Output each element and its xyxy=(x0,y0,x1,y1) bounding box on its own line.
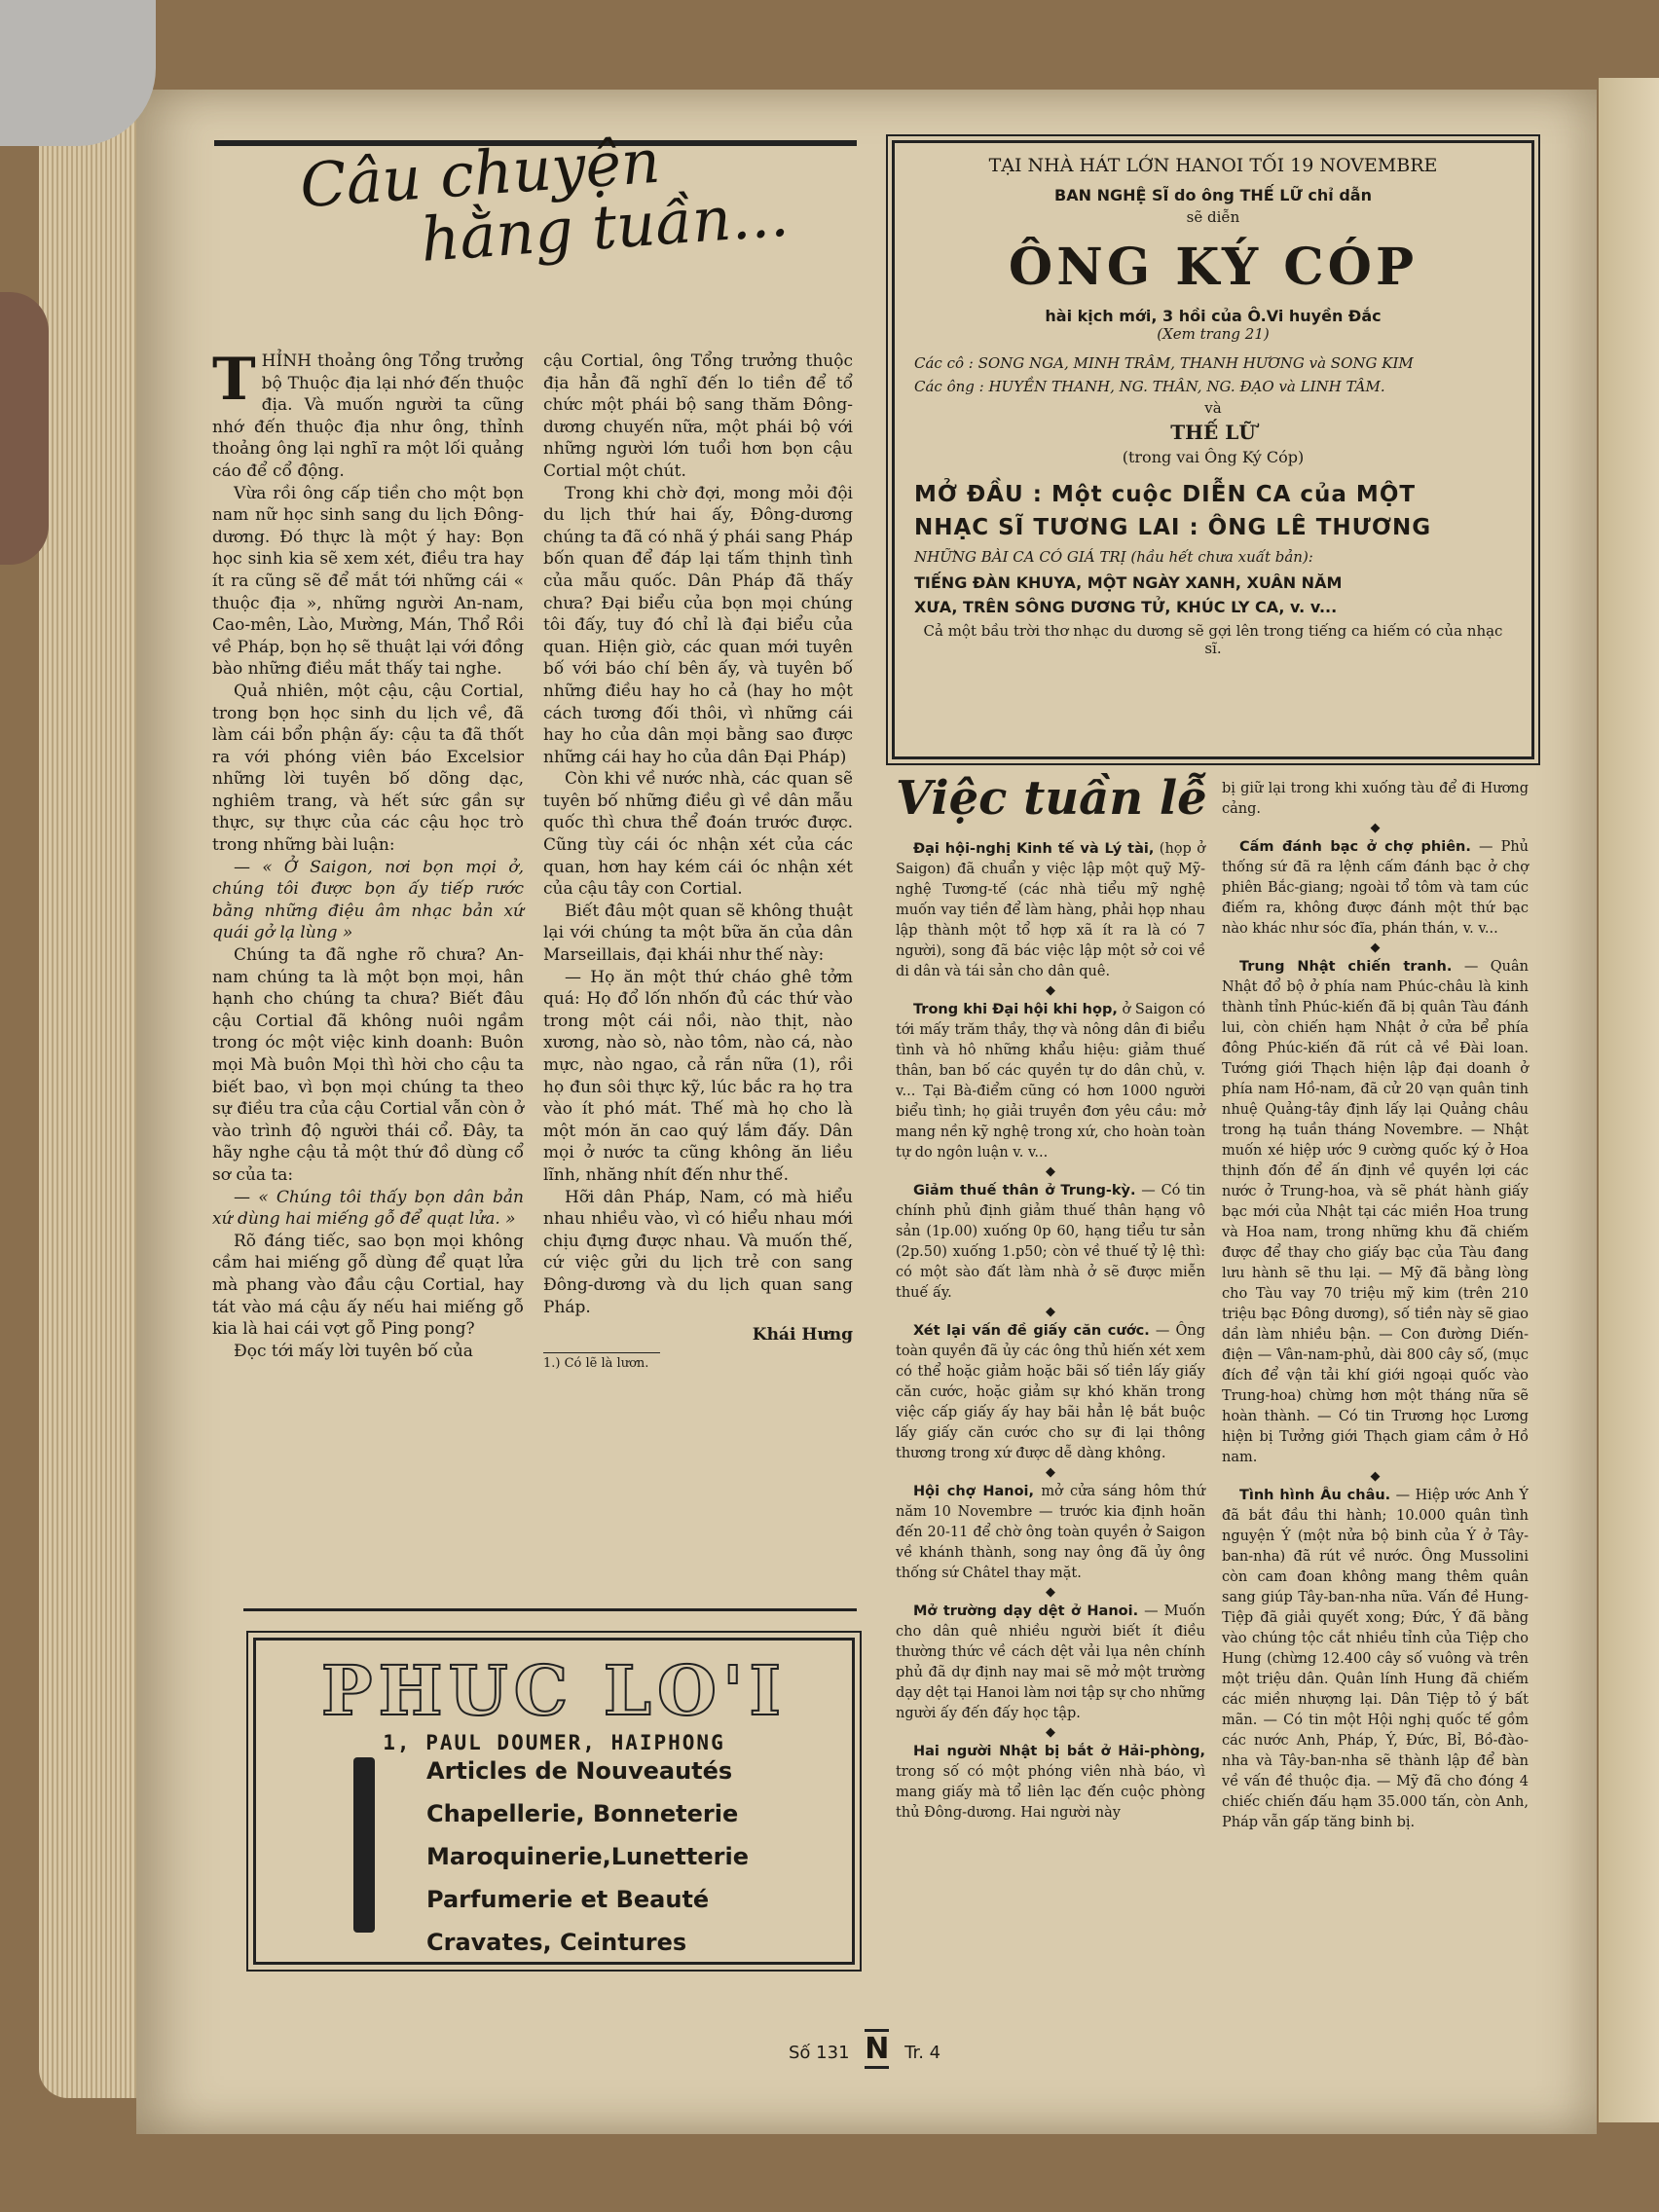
paragraph: — Họ ăn một thứ cháo ghê tởm quá: Họ đổ lốn nhốn đủ các thứ vào trong một cái nồi, nào thịt, nào xương, nào sò, nào tôm, nào cá, nào mực, nào ngao, cả rắn nữa (1), rồi họ đun sôi thực kỹ, lúc bắc ra họ tra vào ít phó mát. Thế mà họ cho là một món ăn cao quý lắm đấy. Dân mọi ở nước ta cũng không ăn liều lĩnh, nhăng nhít đến như thế. xyxy=(543,967,853,1185)
ngay-nay-logo-icon: N xyxy=(865,2029,889,2069)
star-name: THẾ LỮ xyxy=(1170,421,1256,444)
songs-list-2: XƯA, TRÊN SÔNG DƯƠNG TỬ, KHÚC LY CA, v. v... xyxy=(914,598,1338,616)
title-line-2: hằng tuần... xyxy=(418,178,792,276)
news-section-title: Việc tuần lễ xyxy=(896,771,1207,826)
play-subtitle: hài kịch mới, 3 hồi của Ô.Vi huyền Đắc xyxy=(1045,307,1382,325)
ad-item: Parfumerie et Beauté xyxy=(426,1886,710,1913)
news-heading: Hội chợ Hanoi, xyxy=(913,1484,1035,1499)
quote: — « Chúng tôi thấy bọn dân bản xứ dùng hai miếng gỗ để quạt lửa. » xyxy=(212,1187,524,1230)
opening-line-2: NHẠC SĨ TƯƠNG LAI : ÔNG LÊ THƯƠNG xyxy=(914,515,1432,540)
diamond-separator: ◆ xyxy=(1046,1725,1055,1740)
shop-name: PHUC LO'I xyxy=(320,1650,788,1731)
article-bottom-rule xyxy=(243,1608,857,1611)
magazine-page xyxy=(136,90,1597,2134)
troupe-line: BAN NGHỆ SĨ do ông THẾ LỮ chỉ dẫn xyxy=(1054,186,1372,204)
news-text: trong số có một phóng viên nhà báo, vì mang giấy mà tổ liên lạc đến cuộc phòng thủ Đông-dương. Hai người này xyxy=(896,1764,1205,1821)
quote: — « Ở Saigon, nơi bọn mọi ở, chúng tôi được bọn ấy tiếp rước bằng những điệu âm nhạc bản xứ quái gở lạ lùng » xyxy=(212,857,524,943)
paragraph: Trong khi chờ đợi, mong mỏi đội du lịch thứ hai ấy, Đông-dương chúng ta đã có nhã ý phái sang Pháp bốn quan để đáp lại tấm thịnh tình của mẫu quốc. Dân Pháp đã thấy chưa? Đại biểu của bọn mọi chúng tôi đấy, tuy đó chỉ là đại biểu của quan. Hiện giờ, các quan mới tuyên bố với báo chí bên ấy, và tuyên bố những điều hay ho cả (hay ho một cách tương đối thôi, vì những cái hay ho của dân mọi bằng sao được những cái hay ho của dân Đại Pháp) xyxy=(543,483,853,767)
songs-list-1: TIẾNG ĐÀN KHUYA, MỘT NGÀY XANH, XUÂN NĂM xyxy=(914,573,1343,592)
paragraph: Rõ đáng tiếc, sao bọn mọi không cầm hai miếng gỗ dùng để quạt lửa mà phang vào đầu cậu Cortial, hay tát vào má cậu ấy nếu hai miếng gỗ kia là hai cái vợt gỗ Ping pong? xyxy=(212,1231,524,1340)
news-text: (họp ở Saigon) đã chuẩn y việc lập một quỹ Mỹ-nghệ Tương-tế (các nhà tiểu mỹ nghệ muốn vay tiền để làm hàng, phải họp nhau lập thành một tổ hợp xã ít ra là có 7 người), song đã bác việc lập một sở coi về di dân và tái sản cho dân quê. xyxy=(896,841,1205,979)
page-footer xyxy=(789,2029,940,2069)
diamond-separator: ◆ xyxy=(1046,1585,1055,1600)
news-text: — Quân Nhật đổ bộ ở phía nam Phúc-châu là kinh thành tỉnh Phúc-kiến đã bị quân Tàu đánh lui, còn chiến hạm Nhật ở cửa bể phía đông Phúc-kiến đã rút cả về Đài loan. Tướng giới Thạch hiện lập đại doanh ở phía nam Hồ-nam, đã cử 20 vạn quân tinh nhuệ Quảng-tây định lấy lại Quảng châu trong hạ tuần tháng Novembre. — Nhật muốn xé hiệp ước 9 cường quốc ký ở Hoa thịnh đốn để ấn định về quyền lợi các nước ở Trung-hoa, và sẽ phát hành giấy bạc mới của Nhật tại các miền Hoa trung và Hoa nam, trong những khu đã chiếm được để thay cho giấy bạc của Tàu đang lưu hành sẽ thu lại. — Mỹ đã bằng lòng cho Tàu vay 70 triệu mỹ kim (trên 210 triệu bạc Đông dương), số tiền này sẽ giao dần làm nhiều bận. — Con đường Diến-điện — Vân-nam-phủ, dài 800 cây số, (mục đích để vận tải khí giới ngoại quốc vào Trung-hoa) chừng hơn một tháng nữa sẽ hoàn thành. — Có tin Trương học Lương hiện bị Tưởng giới Thạch giam cầm ở Hồ nam. xyxy=(1222,959,1530,1465)
news-column-b xyxy=(1222,779,1529,1833)
diamond-separator: ◆ xyxy=(1046,983,1055,998)
news-heading: Trung Nhật chiến tranh. xyxy=(1239,959,1453,975)
songs-intro: NHỮNG BÀI CA CÓ GIÁ TRỊ (hầu hết chưa xuất bản): xyxy=(914,548,1313,566)
paragraph: Biết đâu một quan sẽ không thuật lại với chúng ta một bữa ăn của dân Marseillais, đại khái như thế này: xyxy=(543,901,853,966)
venue-line: TẠI NHÀ HÁT LỚN HANOI TỐI 19 NOVEMBRE xyxy=(988,155,1438,176)
news-heading: Hai người Nhật bị bắt ở Hải-phòng, xyxy=(913,1744,1205,1759)
issue-number: Số 131 xyxy=(789,2043,850,2063)
news-heading: Giảm thuế thân ở Trung-kỳ. xyxy=(913,1183,1136,1198)
paragraph: Đọc tới mấy lời tuyên bố của xyxy=(234,1341,473,1361)
footnote: 1.) Có lẽ là lươn. xyxy=(543,1355,649,1371)
and-word: và xyxy=(1204,399,1222,417)
news-heading: Tình hình Âu châu. xyxy=(1239,1488,1391,1503)
paragraph: Hỡi dân Pháp, Nam, có mà hiểu nhau nhiều vào, vì có hiểu nhau mới chịu đựng được nhau. Và muốn thế, cứ việc gửi du lịch trẻ con sang Đông-dương và du lịch quan sang Pháp. xyxy=(543,1187,853,1317)
necktie-icon xyxy=(353,1757,375,1933)
finger-left xyxy=(0,292,49,565)
phuc-loi-advertisement xyxy=(253,1638,855,1965)
cast-women: Các cô : SONG NGA, MINH TRÂM, THANH HƯƠNG và SONG KIM xyxy=(914,354,1414,372)
diamond-separator: ◆ xyxy=(1370,1469,1381,1484)
article-column-1 xyxy=(212,346,524,1362)
theatre-announcement xyxy=(892,140,1534,759)
drop-cap: T xyxy=(212,346,256,414)
news-text: mở cửa sáng hôm thứ năm 10 Novembre — trước kia định hoãn đến 20-11 để chờ ông toàn quyền ở Saigon về khánh thành, song nay ông đã ủy ông thống sứ Châtel thay mặt. xyxy=(896,1484,1205,1581)
diamond-separator: ◆ xyxy=(1370,940,1381,955)
paragraph: Chúng ta đã nghe rõ chưa? An-nam chúng ta là một bọn mọi, hân hạnh cho chúng ta chưa? Biết đâu cậu Cortial đã không nuôi ngầm trong óc một việc kinh doanh: Buôn mọi Mà buôn Mọi thì hời cho cậu ta biết bao, vì bọn mọi chúng ta theo sự điều tra của cậu Cortial vẫn còn ở vào trình độ người thái cổ. Đây, ta hãy nghe cậu tả một thứ đồ dùng cổ sơ của ta: xyxy=(212,945,524,1185)
ad-item: Maroquinerie,Lunetterie xyxy=(426,1843,750,1870)
closing-line: Cả một bầu trời thơ nhạc du dương sẽ gợi lên trong tiếng ca hiếm có của nhạc sĩ. xyxy=(923,622,1503,657)
news-text: — Muốn cho dân quê nhiều người biết ít điều thường thức về cách dệt vải lụa nên chính phủ đã dự định nay mai sẽ mở một trường dạy dệt tại Hanoi làm nơi tập sự cho những người ấy đến đấy học tập. xyxy=(896,1604,1206,1721)
news-text: — Hiệp ước Anh Ý đã bắt đầu thi hành; 10.000 quân tình nguyện Ý (một nửa bộ binh của Ý ở Tây-ban-nha) đã rút về nước. Ông Mussolini còn cam đoan không mang thêm quân sang giúp Tây-ban-nha nữa. Vấn đề Hung-Tiệp đã giải quyết xong; Đức, Ý đã bằng vào chúng tộc cắt nhiều tỉnh của Tiệp cho Hung (chừng 12.400 cây số vuông và trên một triệu dân. Quân lính Hung đã chiếm các miền nhượng lại. Dân Tiệp tỏ ý bất mãn. — Có tin một Hội nghị quốc tế gồm các nước Anh, Pháp, Ý, Đức, Bỉ, Bồ-đào-nha và Tây-ban-nha sẽ thành lập để bàn về vấn đề thuộc địa. — Mỹ đã cho đóng 4 chiếc chiến đấu hạm 35.000 tấn, còn Anh, Pháp vẫn gấp tăng binh bị. xyxy=(1222,1488,1529,1830)
paragraph: Còn khi về nước nhà, các quan sẽ tuyên bố những điều gì về dân mẫu quốc thì chưa thể đoán trước được. Cũng tùy cái óc nhận xét của các quan, hơn hay kém cái óc nhận xét của cậu tây con Cortial. xyxy=(543,769,853,900)
author-signature: Khái Hưng xyxy=(752,1325,853,1346)
news-text: — Ông toàn quyền đã ủy các ông thủ hiến xét xem có thể hoặc giảm hoặc bãi số tiền lấy giấy căn cước, hoặc giảm sự khó khăn trong việc cấp giấy ấy hay bãi hẳn lệ bắt buộc lấy giấy căn cước cho sự đi lại thông thương trong xứ được dễ dàng không. xyxy=(896,1323,1206,1461)
diamond-separator: ◆ xyxy=(1046,1465,1055,1480)
next-page-edge xyxy=(1599,78,1659,2122)
shop-address: 1, PAUL DOUMER, HAIPHONG xyxy=(383,1731,725,1754)
news-text: bị giữ lại trong khi xuống tàu để đi Hương cảng. xyxy=(1222,781,1529,817)
news-heading: Cấm đánh bạc ở chợ phiên. xyxy=(1239,839,1471,855)
star-role: (trong vai Ông Ký Cóp) xyxy=(1122,448,1305,466)
paragraph: Quả nhiên, một cậu, cậu Cortial, trong bọn học sinh du lịch về, đã làm cái bổn phận ấy: cậu ta đã thốt ra với phóng viên báo Excelsior những lời tuyên bố dõng dạc, nghiêm trang, và hết sức gần sự thực, sự thực của các cậu học trò trong những bài luận: xyxy=(212,681,524,856)
news-text: ở Saigon có tới mấy trăm thầy, thợ và nông dân đi biểu tình và hô những khẩu hiệu: giảm thuế thân, ban bố các quyền tự do dân chủ, v. v... Tại Bà-điểm cũng có hơn 1000 người biểu tình; họ giải truyền đơn yêu cầu: mở mang nền kỹ nghệ trong xứ, cho hoàn toàn tự do ngôn luận v. v... xyxy=(896,1002,1205,1161)
news-column-a xyxy=(896,839,1205,1824)
ad-item: Chapellerie, Bonneterie xyxy=(426,1800,739,1827)
ad-item: Articles de Nouveautés xyxy=(426,1757,733,1785)
news-heading: Đại hội-nghị Kinh tế và Lý tài, xyxy=(913,841,1155,857)
diamond-separator: ◆ xyxy=(1046,1305,1055,1319)
news-text: — Phủ thống sứ đã ra lệnh cấm đánh bạc ở chợ phiên Bắc-giang; ngoài tổ tôm và tam cúc điếm ra, không được đánh một thứ bạc nào khác như sóc đĩa, phán thán, v. v... xyxy=(1222,839,1530,937)
paragraph: cậu Cortial, ông Tổng trưởng thuộc địa hẳn đã nghĩ đến lo tiền để tổ chức một phái bộ sang thăm Đông-dương chuyến nữa, một phái bộ với những người lớn tuổi hơn bọn cậu Cortial một chút. xyxy=(543,351,853,481)
page-reference: (Xem trang 21) xyxy=(1157,325,1270,343)
title-line-1: Câu chuyện xyxy=(297,125,663,222)
will-perform: sẽ diễn xyxy=(1186,208,1240,226)
news-heading: Xét lại vấn đề giấy căn cước. xyxy=(913,1323,1150,1339)
news-heading: Mở trường dạy dệt ở Hanoi. xyxy=(913,1604,1139,1619)
ad-item: Cravates, Ceintures xyxy=(426,1929,687,1956)
paragraph: HỈNH thoảng ông Tổng trưởng bộ Thuộc địa lại nhớ đến thuộc địa. Và muốn người ta cũng nhớ đến thuộc địa như ông, thỉnh thoảng ông lại nghĩ ra một lối quảng cáo để cổ động. xyxy=(212,351,524,481)
diamond-separator: ◆ xyxy=(1370,821,1381,835)
play-title: ÔNG KÝ CÓP xyxy=(1008,238,1419,297)
news-heading: Trong khi Đại hội khi họp, xyxy=(913,1002,1118,1017)
article-column-2 xyxy=(543,350,853,1375)
paragraph: Vừa rồi ông cấp tiền cho một bọn nam nữ học sinh sang du lịch Đông-dương. Đó thực là một ý hay: Bọn học sinh kia sẽ xem xét, điều tra hay ít ra cũng sẽ để mắt tới những cái « thuộc địa », những người An-nam, Cao-mên, Lào, Mường, Mán, Thổ Rồi về Pháp, bọn họ sẽ thuật lại với đồng bào những điều mắt thấy tai nghe. xyxy=(212,483,524,680)
news-text: — Có tin chính phủ định giảm thuế thân hạng vô sản (1p.00) xuống 0p 60, hạng tiểu tư sản (2p.50) xuống 1.p50; còn về thuế tỷ lệ thì: có một sào đất làm nhà ở sẽ được miễn thuế ấy. xyxy=(896,1183,1205,1301)
article-title xyxy=(298,122,791,279)
cast-men: Các ông : HUYỀN THANH, NG. THÂN, NG. ĐẠO và LINH TÂM. xyxy=(914,378,1385,395)
page-number: Tr. 4 xyxy=(904,2043,941,2063)
diamond-separator: ◆ xyxy=(1046,1164,1055,1179)
opening-line-1: MỞ ĐẦU : Một cuộc DIỄN CA của MỘT xyxy=(914,482,1417,507)
